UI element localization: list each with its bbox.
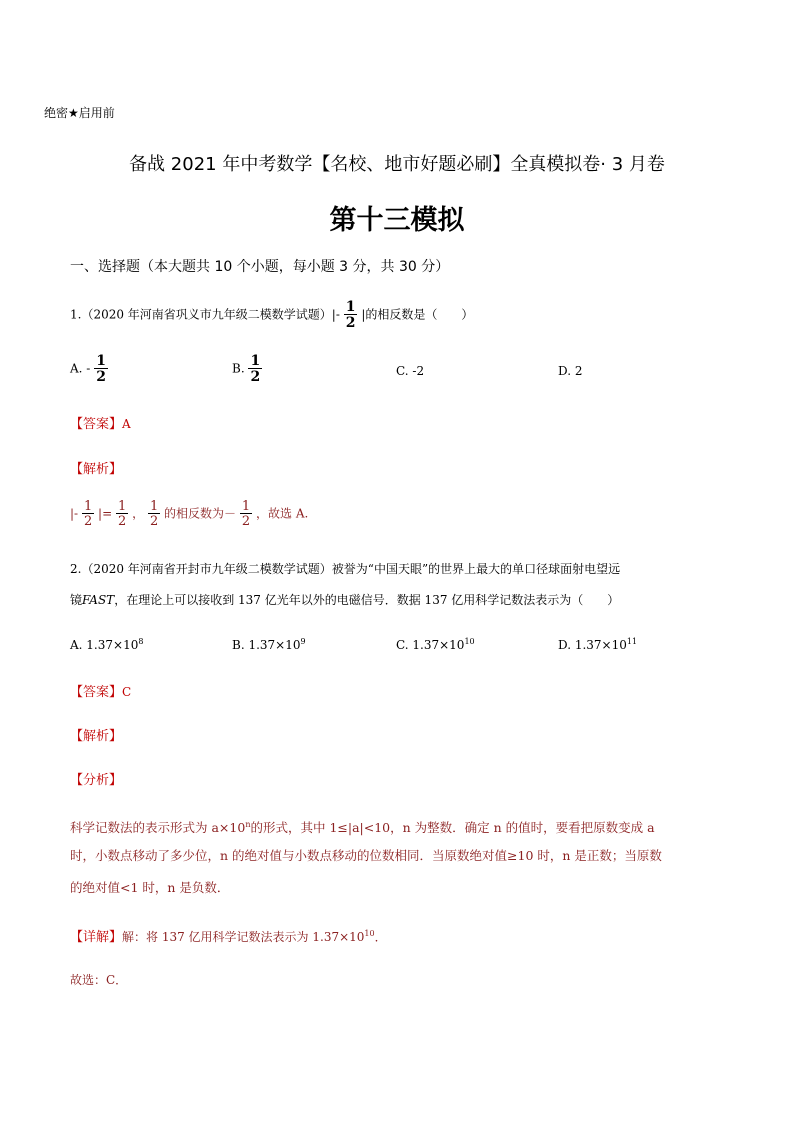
question-1-answer [70,413,131,432]
option-exponent: 8 [138,637,144,646]
option-b-fraction [248,354,262,384]
question-2-option-b [232,637,306,652]
detail-tag: 【详解】 [70,930,123,945]
answer-value: C [122,685,132,699]
question-2-fenxi-line-1 [70,810,655,843]
fraction-denominator: 2 [83,514,93,529]
fraction-denominator: 2 [250,369,261,385]
solution-fraction-1 [82,500,94,528]
solution-fraction-2 [116,500,128,528]
answer-value: A [122,417,131,431]
fraction-numerator: 1 [250,353,261,369]
question-2-fenxi-tag: 【分析】 [70,773,123,788]
question-2-option-a [70,637,143,652]
question-1-option-c: C. -2 [396,364,425,378]
fenxi-text: 科学记数法的表示形式为 a×10 [70,820,246,835]
fraction-denominator: 2 [241,514,251,529]
stem-text: 镜 [70,593,83,607]
question-2-answer [70,681,131,700]
option-text: A. 1.37×10 [70,638,139,652]
solution-fraction-4 [240,500,252,528]
question-1-fraction [344,300,358,330]
solution-text: ，故选 A. [256,506,309,521]
question-2-detail [70,926,387,945]
answer-tag: 【答案】 [70,685,123,700]
document-subtitle: 第十三模拟 [329,205,465,236]
question-2-fenxi-line-2: 时，小数点移动了多少位，n 的绝对值与小数点移动的位数相同．当原数绝对值≥10 时，n 是正数；当原数 [70,848,662,863]
option-a-fraction [94,354,108,384]
question-2-fenxi-line-3: 的绝对值<1 时，n 是负数． [70,880,230,895]
document-title: 备战 2021 年中考数学【名校、地市好题必刷】全真模拟卷· 3 月卷 [129,154,665,175]
option-exponent: 10 [464,637,475,646]
fraction-denominator: 2 [345,315,356,331]
option-text: D. 1.37×10 [558,638,627,652]
solution-text: |- [70,506,79,521]
fraction-numerator: 1 [241,499,251,514]
solution-text: 的相反数为－ [164,506,237,521]
question-1-option-d: D. 2 [558,364,583,378]
option-a-label: A. - [70,361,91,376]
telescope-name: FAST [82,593,115,607]
question-1-analysis-tag: 【解析】 [70,462,123,477]
detail-text: ． [374,930,387,944]
section-heading: 一、选择题（本大题共 10 个小题，每小题 3 分，共 30 分） [70,259,450,275]
solution-text: |= [98,506,113,521]
fraction-numerator: 1 [149,499,159,514]
question-1-solution [70,500,308,528]
solution-text: ， [132,506,145,521]
fraction-numerator: 1 [96,353,106,369]
option-exponent: 9 [300,637,306,646]
option-exponent: 11 [626,637,638,646]
fraction-denominator: 2 [96,369,106,385]
question-1-prefix: 1.（2020 年河南省巩义市九年级二模数学试题）|- [70,307,340,322]
option-text: C. 1.37×10 [396,638,465,652]
solution-fraction-3 [148,500,160,528]
fraction-denominator: 2 [117,514,127,529]
question-2-option-c [396,637,475,652]
stem-text: ，在理论上可以接收到 137 亿光年以外的电磁信号．数据 137 亿用科学记数法表示为（ ） [114,593,620,607]
answer-tag: 【答案】 [70,417,123,432]
option-b-label: B. [232,361,245,376]
question-2-choice: 故选：C． [70,973,128,987]
question-2-analysis-tag: 【解析】 [70,729,123,744]
fraction-denominator: 2 [149,514,159,529]
fenxi-text: 的形式，其中 1≤|a|<10，n 为整数．确定 n 的值时，要看把原数变成 a [250,820,655,835]
fraction-numerator: 1 [345,299,356,315]
question-2-option-d [558,637,637,652]
question-1-stem [70,300,473,330]
fenxi-exponent: n [245,820,251,829]
question-2-stem-line-2 [70,591,619,608]
question-1-option-b [232,354,262,384]
question-1-suffix: |的相反数是（ ） [361,307,474,322]
question-1-option-a [70,354,108,384]
detail-exponent: 10 [364,929,375,938]
confidential-label: 绝密★启用前 [44,106,115,120]
fraction-numerator: 1 [83,499,93,514]
option-text: B. 1.37×10 [232,638,301,652]
detail-text: 解：将 137 亿用科学记数法表示为 1.37×10 [122,930,365,944]
fraction-numerator: 1 [117,499,127,514]
question-2-stem-line-1: 2.（2020 年河南省开封市九年级二模数学试题）被誉为“中国天眼”的世界上最大的单口径球面射电望远 [70,562,621,576]
